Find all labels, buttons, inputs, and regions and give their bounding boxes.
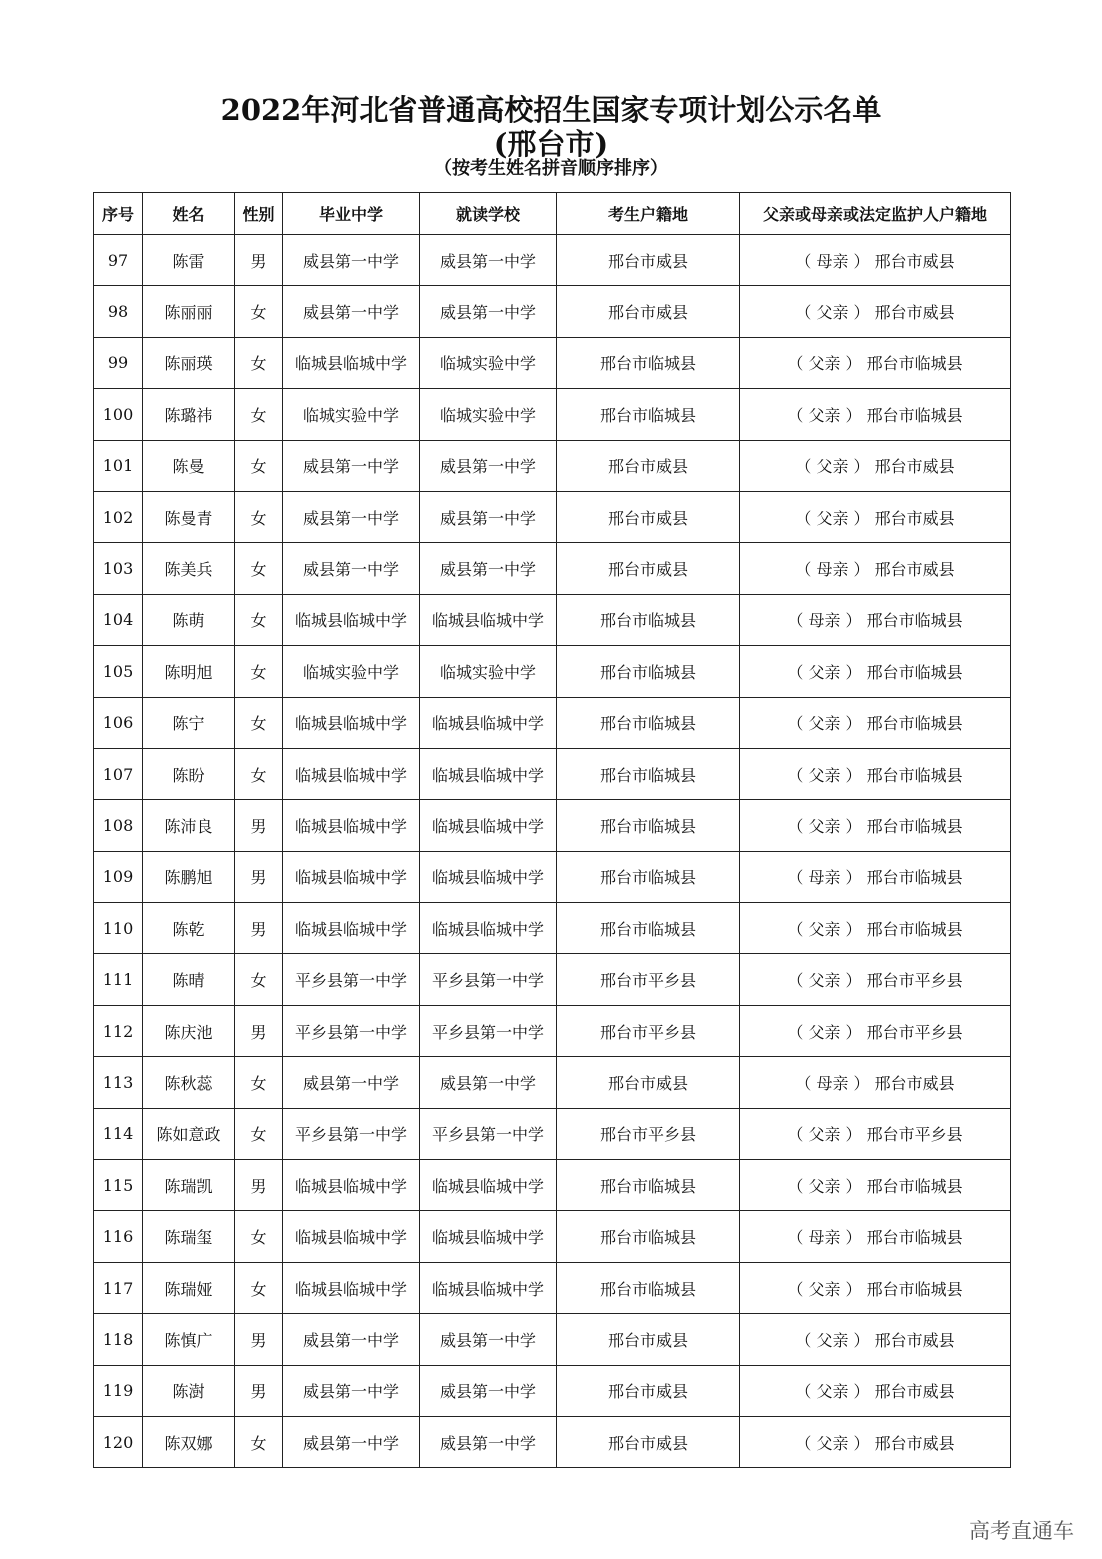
cell-index: 112 — [94, 1005, 143, 1056]
cell-student-registry: 邢台市临城县 — [557, 1160, 740, 1211]
cell-graduated-school: 威县第一中学 — [283, 543, 420, 594]
cell-student-registry: 邢台市临城县 — [557, 1211, 740, 1262]
cell-student-registry: 邢台市威县 — [557, 1314, 740, 1365]
cell-gender: 女 — [235, 1211, 283, 1262]
cell-name: 陈瑞玺 — [143, 1211, 235, 1262]
cell-guardian-registry: （ 父亲 ） 邢台市临城县 — [740, 800, 1011, 851]
cell-current-school: 平乡县第一中学 — [420, 1108, 557, 1159]
cell-guardian-registry: （ 父亲 ） 邢台市平乡县 — [740, 1108, 1011, 1159]
cell-name: 陈慎广 — [143, 1314, 235, 1365]
cell-gender: 女 — [235, 1108, 283, 1159]
cell-index: 115 — [94, 1160, 143, 1211]
cell-student-registry: 邢台市临城县 — [557, 800, 740, 851]
cell-graduated-school: 威县第一中学 — [283, 235, 420, 286]
cell-graduated-school: 威县第一中学 — [283, 440, 420, 491]
cell-current-school: 威县第一中学 — [420, 1057, 557, 1108]
cell-student-registry: 邢台市临城县 — [557, 697, 740, 748]
cell-index: 107 — [94, 748, 143, 799]
cell-name: 陈萌 — [143, 594, 235, 645]
cell-guardian-registry: （ 父亲 ） 邢台市临城县 — [740, 903, 1011, 954]
table-row — [94, 491, 1011, 542]
table-row — [94, 286, 1011, 337]
cell-gender: 男 — [235, 1314, 283, 1365]
cell-name: 陈璐祎 — [143, 389, 235, 440]
column-header: 考生户籍地 — [557, 193, 740, 235]
table-row — [94, 748, 1011, 799]
cell-gender: 女 — [235, 1057, 283, 1108]
cell-current-school: 临城县临城中学 — [420, 903, 557, 954]
page-subtitle: (邢台市) — [493, 127, 609, 161]
table-row — [94, 800, 1011, 851]
column-header: 序号 — [94, 193, 143, 235]
cell-student-registry: 邢台市临城县 — [557, 1262, 740, 1313]
cell-index: 105 — [94, 646, 143, 697]
cell-gender: 女 — [235, 543, 283, 594]
cell-gender: 女 — [235, 491, 283, 542]
cell-index: 108 — [94, 800, 143, 851]
cell-graduated-school: 威县第一中学 — [283, 491, 420, 542]
cell-student-registry: 邢台市威县 — [557, 235, 740, 286]
cell-index: 110 — [94, 903, 143, 954]
cell-student-registry: 邢台市临城县 — [557, 903, 740, 954]
cell-index: 113 — [94, 1057, 143, 1108]
page-title: 2022年河北省普通高校招生国家专项计划公示名单 — [220, 93, 882, 127]
cell-name: 陈沛良 — [143, 800, 235, 851]
table-row — [94, 389, 1011, 440]
cell-graduated-school: 临城县临城中学 — [283, 337, 420, 388]
table-row — [94, 903, 1011, 954]
cell-guardian-registry: （ 母亲 ） 邢台市威县 — [740, 235, 1011, 286]
cell-student-registry: 邢台市威县 — [557, 440, 740, 491]
table-row — [94, 594, 1011, 645]
cell-index: 100 — [94, 389, 143, 440]
table-row — [94, 1416, 1011, 1467]
cell-student-registry: 邢台市临城县 — [557, 389, 740, 440]
cell-name: 陈双娜 — [143, 1416, 235, 1467]
cell-gender: 男 — [235, 903, 283, 954]
cell-name: 陈曼 — [143, 440, 235, 491]
table-row — [94, 1365, 1011, 1416]
cell-graduated-school: 威县第一中学 — [283, 1314, 420, 1365]
cell-current-school: 临城县临城中学 — [420, 1211, 557, 1262]
cell-gender: 女 — [235, 697, 283, 748]
cell-current-school: 临城县临城中学 — [420, 851, 557, 902]
cell-current-school: 威县第一中学 — [420, 1365, 557, 1416]
cell-gender: 女 — [235, 594, 283, 645]
cell-student-registry: 邢台市平乡县 — [557, 1005, 740, 1056]
cell-name: 陈晴 — [143, 954, 235, 1005]
cell-index: 116 — [94, 1211, 143, 1262]
cell-student-registry: 邢台市临城县 — [557, 594, 740, 645]
cell-name: 陈宁 — [143, 697, 235, 748]
table-row — [94, 1211, 1011, 1262]
cell-current-school: 临城实验中学 — [420, 646, 557, 697]
cell-student-registry: 邢台市威县 — [557, 1365, 740, 1416]
cell-name: 陈曼青 — [143, 491, 235, 542]
cell-gender: 女 — [235, 286, 283, 337]
table-header-row — [94, 193, 1011, 235]
watermark: 高考直通车 — [969, 1519, 1074, 1543]
cell-guardian-registry: （ 父亲 ） 邢台市威县 — [740, 491, 1011, 542]
cell-current-school: 威县第一中学 — [420, 491, 557, 542]
cell-current-school: 威县第一中学 — [420, 235, 557, 286]
cell-index: 102 — [94, 491, 143, 542]
cell-current-school: 威县第一中学 — [420, 543, 557, 594]
cell-guardian-registry: （ 母亲 ） 邢台市临城县 — [740, 1211, 1011, 1262]
cell-student-registry: 邢台市平乡县 — [557, 954, 740, 1005]
cell-student-registry: 邢台市临城县 — [557, 748, 740, 799]
cell-name: 陈明旭 — [143, 646, 235, 697]
cell-index: 120 — [94, 1416, 143, 1467]
cell-gender: 男 — [235, 800, 283, 851]
cell-name: 陈乾 — [143, 903, 235, 954]
cell-name: 陈丽丽 — [143, 286, 235, 337]
column-header: 就读学校 — [420, 193, 557, 235]
cell-name: 陈澍 — [143, 1365, 235, 1416]
cell-gender: 男 — [235, 1005, 283, 1056]
cell-student-registry: 邢台市威县 — [557, 543, 740, 594]
table-row — [94, 646, 1011, 697]
cell-gender: 女 — [235, 1416, 283, 1467]
table-row — [94, 1005, 1011, 1056]
cell-index: 119 — [94, 1365, 143, 1416]
cell-current-school: 威县第一中学 — [420, 1314, 557, 1365]
cell-current-school: 临城实验中学 — [420, 337, 557, 388]
cell-graduated-school: 临城县临城中学 — [283, 594, 420, 645]
cell-guardian-registry: （ 父亲 ） 邢台市临城县 — [740, 1262, 1011, 1313]
cell-graduated-school: 临城实验中学 — [283, 389, 420, 440]
cell-student-registry: 邢台市平乡县 — [557, 1108, 740, 1159]
cell-index: 109 — [94, 851, 143, 902]
cell-name: 陈瑞凯 — [143, 1160, 235, 1211]
cell-graduated-school: 临城县临城中学 — [283, 1262, 420, 1313]
cell-name: 陈盼 — [143, 748, 235, 799]
cell-student-registry: 邢台市临城县 — [557, 851, 740, 902]
cell-gender: 女 — [235, 440, 283, 491]
cell-index: 117 — [94, 1262, 143, 1313]
cell-guardian-registry: （ 父亲 ） 邢台市威县 — [740, 440, 1011, 491]
cell-guardian-registry: （ 父亲 ） 邢台市临城县 — [740, 1160, 1011, 1211]
cell-name: 陈鹏旭 — [143, 851, 235, 902]
cell-current-school: 临城县临城中学 — [420, 748, 557, 799]
cell-current-school: 临城县临城中学 — [420, 697, 557, 748]
table-row — [94, 235, 1011, 286]
cell-guardian-registry: （ 父亲 ） 邢台市临城县 — [740, 646, 1011, 697]
cell-graduated-school: 威县第一中学 — [283, 1416, 420, 1467]
cell-graduated-school: 临城县临城中学 — [283, 800, 420, 851]
cell-current-school: 临城实验中学 — [420, 389, 557, 440]
cell-guardian-registry: （ 父亲 ） 邢台市威县 — [740, 1365, 1011, 1416]
cell-student-registry: 邢台市威县 — [557, 1057, 740, 1108]
cell-graduated-school: 临城县临城中学 — [283, 697, 420, 748]
cell-guardian-registry: （ 父亲 ） 邢台市临城县 — [740, 389, 1011, 440]
table-row — [94, 697, 1011, 748]
table-row — [94, 543, 1011, 594]
cell-gender: 男 — [235, 1160, 283, 1211]
cell-graduated-school: 威县第一中学 — [283, 1365, 420, 1416]
cell-index: 104 — [94, 594, 143, 645]
cell-index: 114 — [94, 1108, 143, 1159]
cell-current-school: 威县第一中学 — [420, 286, 557, 337]
cell-name: 陈秋蕊 — [143, 1057, 235, 1108]
cell-name: 陈如意政 — [143, 1108, 235, 1159]
cell-graduated-school: 平乡县第一中学 — [283, 1108, 420, 1159]
cell-name: 陈雷 — [143, 235, 235, 286]
cell-graduated-school: 威县第一中学 — [283, 1057, 420, 1108]
cell-graduated-school: 临城县临城中学 — [283, 1160, 420, 1211]
cell-name: 陈庆池 — [143, 1005, 235, 1056]
cell-graduated-school: 临城县临城中学 — [283, 903, 420, 954]
cell-graduated-school: 临城县临城中学 — [283, 1211, 420, 1262]
cell-guardian-registry: （ 父亲 ） 邢台市威县 — [740, 286, 1011, 337]
cell-graduated-school: 威县第一中学 — [283, 286, 420, 337]
cell-gender: 女 — [235, 748, 283, 799]
cell-guardian-registry: （ 父亲 ） 邢台市威县 — [740, 1314, 1011, 1365]
cell-index: 106 — [94, 697, 143, 748]
table-row — [94, 1160, 1011, 1211]
cell-graduated-school: 临城县临城中学 — [283, 748, 420, 799]
cell-index: 101 — [94, 440, 143, 491]
cell-index: 98 — [94, 286, 143, 337]
cell-student-registry: 邢台市临城县 — [557, 337, 740, 388]
cell-student-registry: 邢台市威县 — [557, 491, 740, 542]
cell-guardian-registry: （ 母亲 ） 邢台市临城县 — [740, 851, 1011, 902]
column-header: 姓名 — [143, 193, 235, 235]
cell-student-registry: 邢台市威县 — [557, 1416, 740, 1467]
cell-guardian-registry: （ 父亲 ） 邢台市临城县 — [740, 337, 1011, 388]
cell-graduated-school: 平乡县第一中学 — [283, 1005, 420, 1056]
column-header: 父亲或母亲或法定监护人户籍地 — [740, 193, 1011, 235]
cell-guardian-registry: （ 母亲 ） 邢台市威县 — [740, 1057, 1011, 1108]
cell-index: 118 — [94, 1314, 143, 1365]
cell-gender: 男 — [235, 235, 283, 286]
table-row — [94, 1057, 1011, 1108]
cell-student-registry: 邢台市威县 — [557, 286, 740, 337]
cell-gender: 女 — [235, 389, 283, 440]
cell-guardian-registry: （ 父亲 ） 邢台市平乡县 — [740, 1005, 1011, 1056]
table-row — [94, 440, 1011, 491]
cell-name: 陈美兵 — [143, 543, 235, 594]
cell-gender: 女 — [235, 954, 283, 1005]
cell-index: 99 — [94, 337, 143, 388]
table-row — [94, 1262, 1011, 1313]
sort-note: （按考生姓名拼音顺序排序） — [434, 158, 668, 179]
cell-guardian-registry: （ 母亲 ） 邢台市临城县 — [740, 594, 1011, 645]
cell-graduated-school: 平乡县第一中学 — [283, 954, 420, 1005]
column-header: 性别 — [235, 193, 283, 235]
cell-current-school: 临城县临城中学 — [420, 1262, 557, 1313]
cell-guardian-registry: （ 母亲 ） 邢台市威县 — [740, 543, 1011, 594]
cell-index: 111 — [94, 954, 143, 1005]
cell-gender: 女 — [235, 337, 283, 388]
cell-graduated-school: 临城县临城中学 — [283, 851, 420, 902]
roster-table — [93, 192, 1011, 1468]
cell-name: 陈丽瑛 — [143, 337, 235, 388]
cell-index: 97 — [94, 235, 143, 286]
cell-gender: 女 — [235, 646, 283, 697]
cell-student-registry: 邢台市临城县 — [557, 646, 740, 697]
table-row — [94, 1314, 1011, 1365]
cell-index: 103 — [94, 543, 143, 594]
cell-current-school: 威县第一中学 — [420, 1416, 557, 1467]
cell-guardian-registry: （ 父亲 ） 邢台市临城县 — [740, 748, 1011, 799]
cell-gender: 女 — [235, 1262, 283, 1313]
table-row — [94, 851, 1011, 902]
cell-name: 陈瑞娅 — [143, 1262, 235, 1313]
cell-current-school: 临城县临城中学 — [420, 594, 557, 645]
table-row — [94, 337, 1011, 388]
cell-guardian-registry: （ 父亲 ） 邢台市临城县 — [740, 697, 1011, 748]
cell-graduated-school: 临城实验中学 — [283, 646, 420, 697]
cell-current-school: 平乡县第一中学 — [420, 1005, 557, 1056]
cell-guardian-registry: （ 父亲 ） 邢台市威县 — [740, 1416, 1011, 1467]
table-row — [94, 1108, 1011, 1159]
cell-current-school: 临城县临城中学 — [420, 1160, 557, 1211]
cell-guardian-registry: （ 父亲 ） 邢台市平乡县 — [740, 954, 1011, 1005]
cell-current-school: 平乡县第一中学 — [420, 954, 557, 1005]
cell-current-school: 威县第一中学 — [420, 440, 557, 491]
cell-gender: 男 — [235, 1365, 283, 1416]
table-row — [94, 954, 1011, 1005]
cell-current-school: 临城县临城中学 — [420, 800, 557, 851]
cell-gender: 男 — [235, 851, 283, 902]
column-header: 毕业中学 — [283, 193, 420, 235]
